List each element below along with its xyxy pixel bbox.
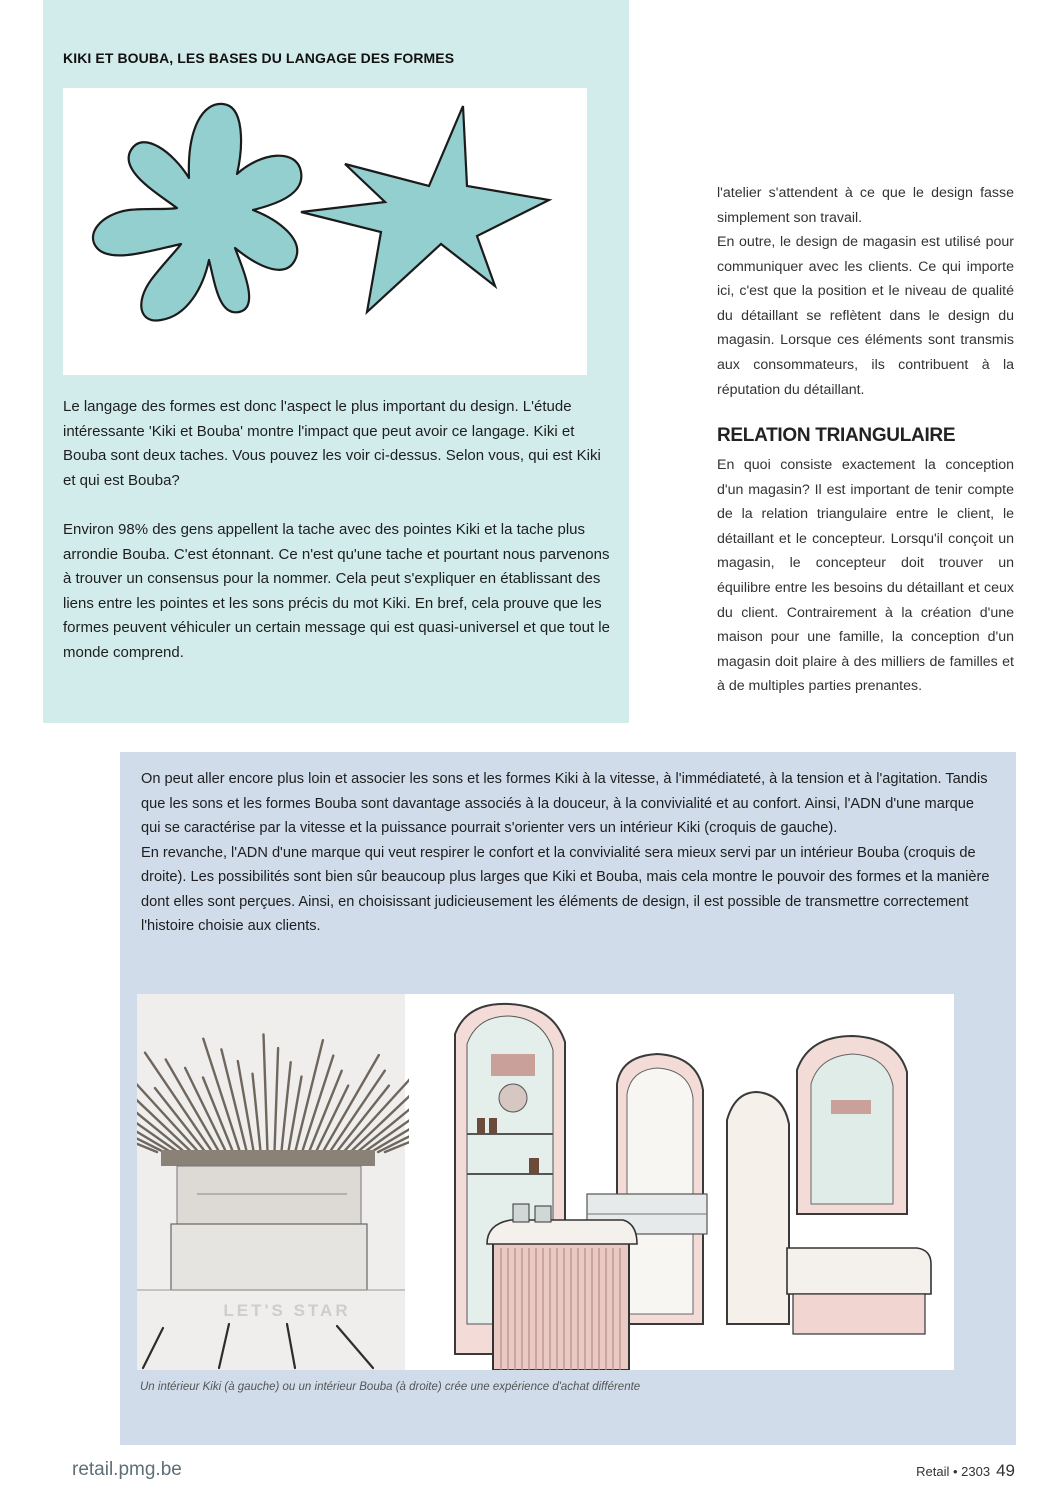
page-footer — [916, 1461, 1015, 1481]
page-number: 49 — [996, 1461, 1015, 1480]
bouba-interior-sketch — [409, 994, 954, 1370]
bouba-blob-shape — [93, 104, 301, 321]
section-heading: RELATION TRIANGULAIRE — [717, 425, 956, 446]
interiors-paragraph: On peut aller encore plus loin et associer les sons et les formes Kiki à la vitesse, à l'immédiateté, à la tension et à l'agitation. Tandis que les sons et les formes Bouba sont davantage associés à la douceur, à la convivialité et au confort. Ainsi, l'ADN d'une marque qui se caractérise par la vitesse et la puissance pourrait s'orienter vers un intérieur Kiki (croquis de gauche). — [141, 771, 988, 836]
interiors-text — [141, 767, 996, 939]
magazine-issue: Retail • 2303 — [916, 1464, 991, 1479]
kiki-star-shape — [301, 106, 549, 312]
floor-lettering: LET'S STAR — [223, 1301, 351, 1320]
right-column-paragraph: En quoi consiste exactement la conception d'un magasin? Il est important de tenir compte de la relation triangulaire entre le client, le détaillant et le concepteur. Lorsqu'il conçoit un magasin, le concepteur doit trouver un équilibre entre les besoins du détaillant et ceux du client. Contrairement à la création d'une maison pour une famille, la conception d'un magasin doit plaire à des milliers de familles et à de multiples parties prenantes. — [717, 457, 1014, 695]
right-column-paragraph: En outre, le design de magasin est utilisé pour communiquer avec les clients. Ce qui importe ici, c'est que la position et le niveau de qualité du détaillant se reflètent dans le design du magasin. Lorsque ces éléments sont transmis aux consommateurs, ils contribuent à la réputation du détaillant. — [717, 234, 1014, 398]
kiki-bouba-figure — [63, 88, 587, 375]
box-title: KIKI ET BOUBA, LES BASES DU LANGAGE DES FORMES — [63, 50, 455, 66]
website-link[interactable]: retail.pmg.be — [72, 1459, 182, 1480]
right-column-paragraph: l'atelier s'attendent à ce que le design fasse simplement son travail. — [717, 185, 1014, 226]
kiki-bouba-intro: Le langage des formes est donc l'aspect le plus important du design. L'étude intéressante 'Kiki et Bouba' montre l'impact que peut avoir ce langage. Kiki et Bouba sont deux taches. Vous pouvez les voir ci-dessus. Selon vous, qui est Kiki et qui est Bouba? — [63, 398, 601, 489]
interior-sketches — [137, 994, 954, 1370]
illustration-caption: Un intérieur Kiki (à gauche) ou un intérieur Bouba (à droite) crée une expérience d'achat différente — [140, 1381, 641, 1393]
interiors-paragraph: En revanche, l'ADN d'une marque qui veut respirer le confort et la convivialité sera mieux servi par un intérieur Bouba (croquis de droite). Les possibilités sont bien sûr beaucoup plus larges que Kiki et Bouba, mais cela montre le pouvoir des formes et la manière dont elles sont perçues. Ainsi, en choisissant judicieusement les éléments de design, il est possible de transmettre correctement l'histoire choisie aux clients. — [141, 844, 990, 934]
kiki-bouba-explanation: Environ 98% des gens appellent la tache avec des pointes Kiki et la tache plus arrondie Bouba. C'est étonnant. Ce n'est qu'une tache et pourtant nous parvenons à trouver un consensus pour la nommer. Cela peut s'expliquer en établissant des liens entre les pointes et les sons précis du mot Kiki. En bref, cela prouve que les formes peuvent véhiculer un certain message qui est quasi-universel et que tout le monde comprend. — [63, 521, 610, 661]
